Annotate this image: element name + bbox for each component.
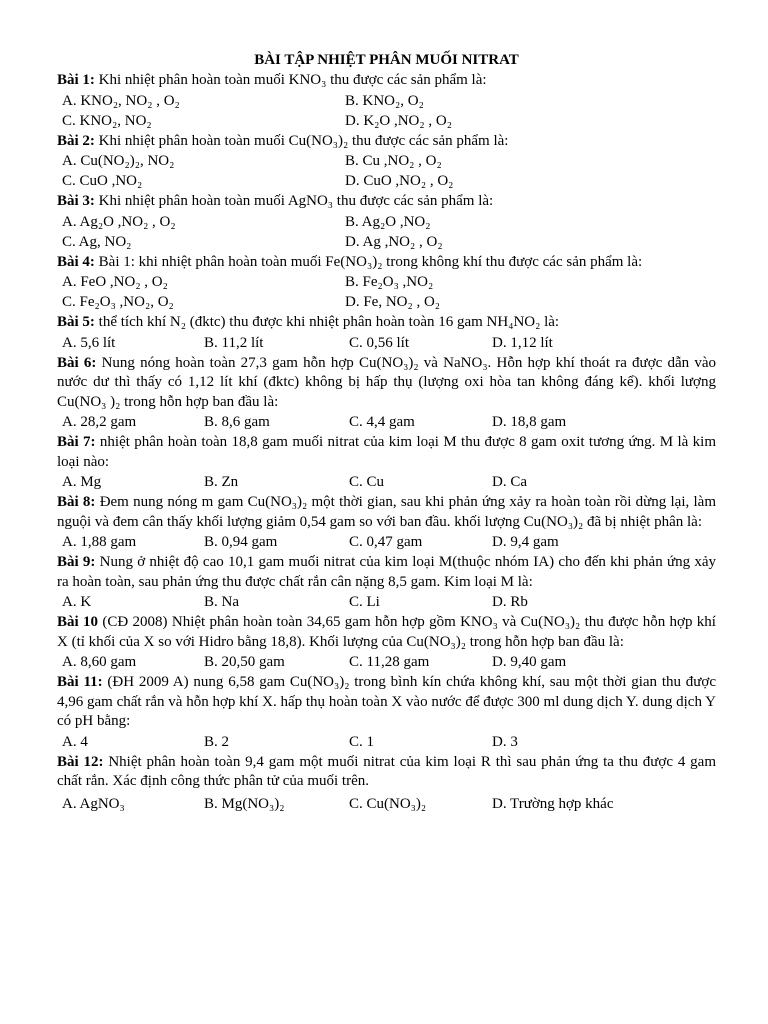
question-4 — [57, 253, 716, 313]
option-a: A. K — [62, 594, 92, 610]
option-b: B. Cu ,NO₂ , O₂ — [345, 153, 442, 169]
option-b: B. 11,2 lít — [204, 334, 264, 351]
question-number: Bài 9: — [57, 554, 96, 570]
option-a: A. Cu(NO₂)₂, NO₂ — [62, 153, 175, 169]
option-a: A. 1,88 gam — [62, 534, 137, 550]
question-number: Bài 4: — [57, 253, 95, 270]
option-a: A. KNO₂, NO₂ , O₂ — [62, 92, 180, 109]
option-b: B. Fe₂O₃ ,NO₂ — [345, 274, 434, 290]
option-a: A. 8,60 gam — [62, 654, 137, 670]
question-number: Bài 12: — [57, 753, 104, 770]
question-text: thể tích khí N₂ (đktc) thu được khi nhiệt phân hoàn toàn 16 gam NH₄NO₂ là: — [94, 314, 560, 330]
question-text: nhiệt phân hoàn toàn 18,8 gam muối nitrat của kim loại M thu được 8 gam oxit tương ứng. M là kim loại nào: — [57, 434, 716, 470]
option-c: C. 0,56 lít — [349, 334, 410, 351]
question-number: Bài 11: — [57, 674, 103, 690]
option-d: D. 9,40 gam — [492, 654, 567, 670]
question-6 — [57, 354, 716, 433]
option-c: C. Li — [349, 594, 380, 610]
option-a: A. Mg — [62, 474, 102, 490]
option-d: D. Trường hợp khác — [492, 795, 614, 812]
question-text: Bài 1: khi nhiệt phân hoàn toàn muối Fe(NO₃)₂ trong không khí thu được các sản phẩm là: — [94, 253, 643, 270]
option-c: C. 1 — [349, 733, 375, 750]
options-grid — [62, 272, 716, 312]
option-b: B. 0,94 gam — [204, 534, 278, 550]
question-9 — [57, 553, 716, 612]
option-d: D. 1,12 lít — [492, 334, 553, 351]
question-number: Bài 2: — [57, 132, 95, 149]
question-number: Bài 3: — [57, 193, 95, 209]
options-grid — [62, 592, 716, 612]
option-c: C. 4,4 gam — [349, 414, 415, 430]
question-text: Nung nóng hoàn toàn 27,3 gam hỗn hợp Cu(NO₃)₂ và NaNO₃. Hỗn hợp khí thoát ra được dẫn vào nước dư thì thấy có 1,12 lít khí (đktc) không bị hấp thụ (lượng oxi hòa tan không đáng kể). khối lượng Cu(NO₃ )₂ trong hỗn hợp ban đầu là: — [57, 354, 716, 410]
question-11 — [57, 673, 716, 752]
option-b: B. 2 — [204, 733, 230, 750]
option-d: D. 3 — [492, 733, 518, 750]
question-1 — [57, 71, 716, 131]
question-number: Bài 8: — [57, 494, 96, 510]
option-d: D. K₂O ,NO₂ , O₂ — [345, 112, 452, 129]
question-5 — [57, 313, 716, 353]
question-7 — [57, 433, 716, 492]
question-number: Bài 5: — [57, 314, 95, 330]
question-number: Bài 10 — [57, 614, 99, 630]
option-c: C. Ag, NO₂ — [62, 233, 132, 250]
option-b: B. Mg(NO₃)₂ — [204, 795, 285, 812]
question-12 — [57, 753, 716, 814]
question-text: Khi nhiệt phân hoàn toàn muối KNO₃ thu được các sản phẩm là: — [94, 72, 487, 88]
options-grid — [62, 472, 716, 492]
option-b: B. Ag₂O ,NO₂ — [345, 213, 431, 230]
options-grid — [62, 333, 716, 353]
options-grid — [62, 91, 716, 131]
option-a: A. AgNO₃ — [62, 795, 125, 812]
question-text: Khi nhiệt phân hoàn toàn muối Cu(NO₃)₂ thu được các sản phẩm là: — [94, 132, 509, 149]
question-text: Nung ở nhiệt độ cao 10,1 gam muối nitrat của kim loại M(thuộc nhóm IA) cho đến khi phản ứng xảy ra hoàn toàn, sau phản ứng thu được chất rắn cân nặng 8,5 gam. Kim loại M là: — [57, 554, 716, 590]
question-number: Bài 1: — [57, 72, 95, 88]
question-2 — [57, 132, 716, 192]
options-grid — [62, 532, 716, 552]
option-c: C. Cu — [349, 474, 385, 490]
option-d: D. Fe, NO₂ , O₂ — [345, 294, 441, 310]
options-grid — [62, 212, 716, 252]
option-c: C. Cu(NO₃)₂ — [349, 795, 427, 812]
option-c: C. Fe₂O₃ ,NO₂, O₂ — [62, 294, 174, 310]
question-text: (ĐH 2009 A) nung 6,58 gam Cu(NO₃)₂ trong bình kín chứa không khí, sau một thời gian thu được 4,96 gam chất rắn và hỗn hợp khí X. hấp thụ hoàn toàn X vào nước để được 300 ml dung dịch Y. dung dịch Y có pH bằng: — [57, 674, 716, 729]
option-d: D. 18,8 gam — [492, 414, 567, 430]
option-d: D. 9,4 gam — [492, 534, 559, 550]
options-grid — [62, 151, 716, 191]
question-10 — [57, 613, 716, 672]
option-b: B. 8,6 gam — [204, 414, 270, 430]
option-b: B. KNO₂, O₂ — [345, 92, 424, 109]
option-c: C. 0,47 gam — [349, 534, 423, 550]
question-8 — [57, 493, 716, 552]
option-c: C. KNO₂, NO₂ — [62, 112, 152, 129]
page-title: BÀI TẬP NHIỆT PHÂN MUỐI NITRAT — [254, 52, 519, 68]
question-number: Bài 7: — [57, 434, 96, 450]
option-b: B. 20,50 gam — [204, 654, 285, 670]
options-grid — [62, 652, 716, 672]
option-d: D. Ag ,NO₂ , O₂ — [345, 233, 443, 250]
option-d: D. Ca — [492, 474, 527, 490]
options-grid — [62, 412, 716, 432]
option-a: A. 28,2 gam — [62, 414, 137, 430]
option-c: C. 11,28 gam — [349, 654, 430, 670]
option-a: A. FeO ,NO₂ , O₂ — [62, 274, 168, 290]
question-text: Nhiệt phân hoàn toàn 9,4 gam một muối nitrat của kim loại R thì sau phản ứng ta thu được 4 gam chất rắn. Xác định công thức phân tử của muối trên. — [57, 753, 717, 789]
question-text: Khi nhiệt phân hoàn toàn muối AgNO₃ thu được các sản phẩm là: — [94, 193, 494, 209]
options-grid — [62, 794, 716, 814]
option-a: A. 4 — [62, 733, 88, 750]
option-b: B. Zn — [204, 474, 239, 490]
question-text: Đem nung nóng m gam Cu(NO₃)₂ một thời gian, sau khi phản ứng xảy ra hoàn toàn rồi dừng lại, làm nguội và đem cân thấy khối lượng giảm 0,54 gam so với ban đầu. khối lượng Cu(NO₃)₂ đã bị nhiệt phân là: — [57, 494, 717, 530]
question-3 — [57, 192, 716, 252]
option-c: C. CuO ,NO₂ — [62, 173, 143, 189]
option-b: B. Na — [204, 594, 239, 610]
option-d: D. CuO ,NO₂ , O₂ — [345, 173, 454, 189]
question-text: (CĐ 2008) Nhiệt phân hoàn toàn 34,65 gam hỗn hợp gồm KNO₃ và Cu(NO₃)₂ thu được hỗn hợp khí X (tỉ khối của X so với Hidro bằng 18,8). Khối lượng của Cu(NO₃)₂ trong hỗn hợp ban đầu là: — [57, 614, 716, 650]
option-d: D. Rb — [492, 594, 528, 610]
option-a: A. Ag₂O ,NO₂ , O₂ — [62, 213, 176, 230]
question-number: Bài 6: — [57, 354, 97, 371]
options-grid — [62, 732, 716, 752]
option-a: A. 5,6 lít — [62, 334, 116, 351]
